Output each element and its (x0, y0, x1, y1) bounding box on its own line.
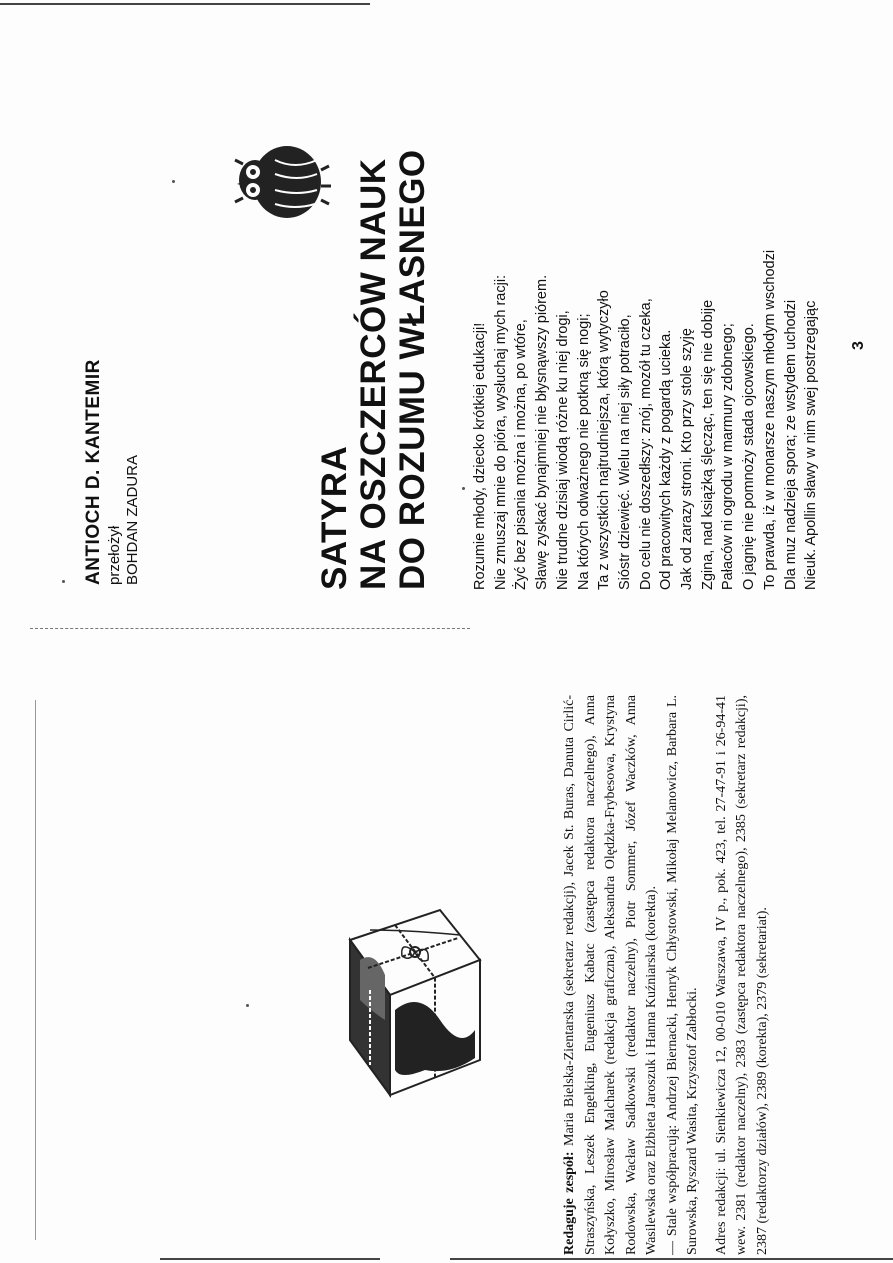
poem-line: Nieuk. Apollin sławy w nim swej postrzegając (803, 300, 820, 590)
poem-line: Zgina, nad książką ślęcząc, ten się nie dobije (699, 299, 716, 590)
scan-edge-bottom-left (160, 1258, 380, 1260)
poem-line: Na których odważnego nie potkną się nogi; (575, 313, 592, 590)
poem-line: Ta z wszystkich najtrudniejsza, którą wytyczyło (596, 290, 613, 590)
title-line: NA OSZCZERCÓW NAUK (354, 158, 393, 590)
poem-line: Sławę zyskać bynajmniej nie błysnąwszy piórem. (534, 274, 551, 590)
page-fold-line (30, 628, 470, 629)
collaborators-text: Andrzej Biernacki, Henryk Chłystowski, Mikołaj Melanowicz, Barbara L. Surowska, Ryszard Wasita, Krzysztof Zabłocki. (664, 695, 700, 1255)
poem-text (470, 170, 822, 590)
poem-line: Dla muz nadzieja spora; ze wstydem uchodzi (782, 299, 799, 590)
scan-speck (246, 1004, 249, 1007)
paragraph-gap (704, 695, 712, 1255)
poem-line: Sióstr dziewięć. Wielu na niej siły potraciło, (616, 314, 633, 590)
poem-line: O jagnię nie pomnoży stada ojcowskiego. (741, 323, 758, 590)
poem-line: To prawda, iż w monarsze naszym młodym wschodzi (761, 249, 778, 590)
scan-speck (62, 580, 65, 583)
collaborators-label: — Stale współpracują: (664, 1124, 680, 1255)
title-line: SATYRA (315, 445, 354, 590)
scan-speck (462, 487, 465, 490)
page-number: 3 (850, 341, 867, 350)
poem-line: Rozumie młody, dziecko krótkiej edukacji! (472, 322, 488, 590)
scan-speck (172, 180, 175, 183)
poem-line: Od pracowitych każdy z pogardą ucieka. (658, 329, 675, 590)
poem-line: Żyć bez pisania można i można, po wtóre, (513, 319, 530, 590)
address-paragraph: Adres redakcji: ul. Sienkiewicza 12, 00-010 Warszawa, IV p., pok. 423, tel. 27-47-91 i 26-94-41 wew. 2381 (redaktor naczelny), 2383 (zastępca redaktora naczelnego), 2385 (sekretarz redakcji), 2387 (redaktorzy działów), 2389 (korekta), 2379 (sekretariat). (713, 695, 770, 1255)
poem-line: Pałaców ni ogrodu w marmury zdobnego; (720, 323, 737, 590)
editorial-team-text: Maria Bielska-Zientarska (sekretarz redakcji), Jacek St. Buras, Danuta Cirlić-Straszyńska, Leszek Engelking, Eugeniusz Kabatc (zastępca redaktora naczelnego), Anna Kołyszko, Mirosław Malcharek (redakcja graficzna), Aleksandra Olędzka-Frybesowa, Krystyna Rodowska, Wacław Sadkowski (redaktor naczelny), Piotr Sommer, Józef Waczków, Anna Wasilewska oraz Elżbieta Jaroszuk i Hanna Kuźniarska (korekta). (562, 695, 659, 1255)
title-line: DO ROZUMU WŁASNEGO (393, 149, 432, 590)
scan-edge-bottom-right (450, 1258, 893, 1260)
editorial-masthead (560, 695, 773, 1255)
page-number-block (850, 330, 868, 350)
scan-edge-left (35, 700, 36, 1240)
title-block (315, 120, 432, 590)
poem-line: Do celu nie doszedłszy: znój, mozół tu czeka, (637, 298, 654, 590)
poem-line: Jak od zarazy stroni. Kto przy stole szyję (679, 328, 696, 590)
poem-line: Nie zmuszaj mnie do pióra, wysłuchaj mych racji: (492, 274, 509, 590)
author-name: ANTIOCH D. KANTEMIR (83, 359, 104, 585)
translator-label: przełożył (106, 525, 123, 585)
gift-box-icon (330, 900, 490, 1100)
collaborators-paragraph (663, 695, 704, 1255)
poem-line: Nie trudne dzisiaj wiodą różne ku niej drogi, (554, 310, 571, 590)
editorial-team-paragraph (560, 695, 663, 1255)
editorial-team-label: Redaguje zespół: (562, 1151, 577, 1255)
translator-name: BOHDAN ZADURA (124, 454, 141, 585)
scan-edge-top (0, 3, 370, 5)
author-block (82, 285, 142, 585)
